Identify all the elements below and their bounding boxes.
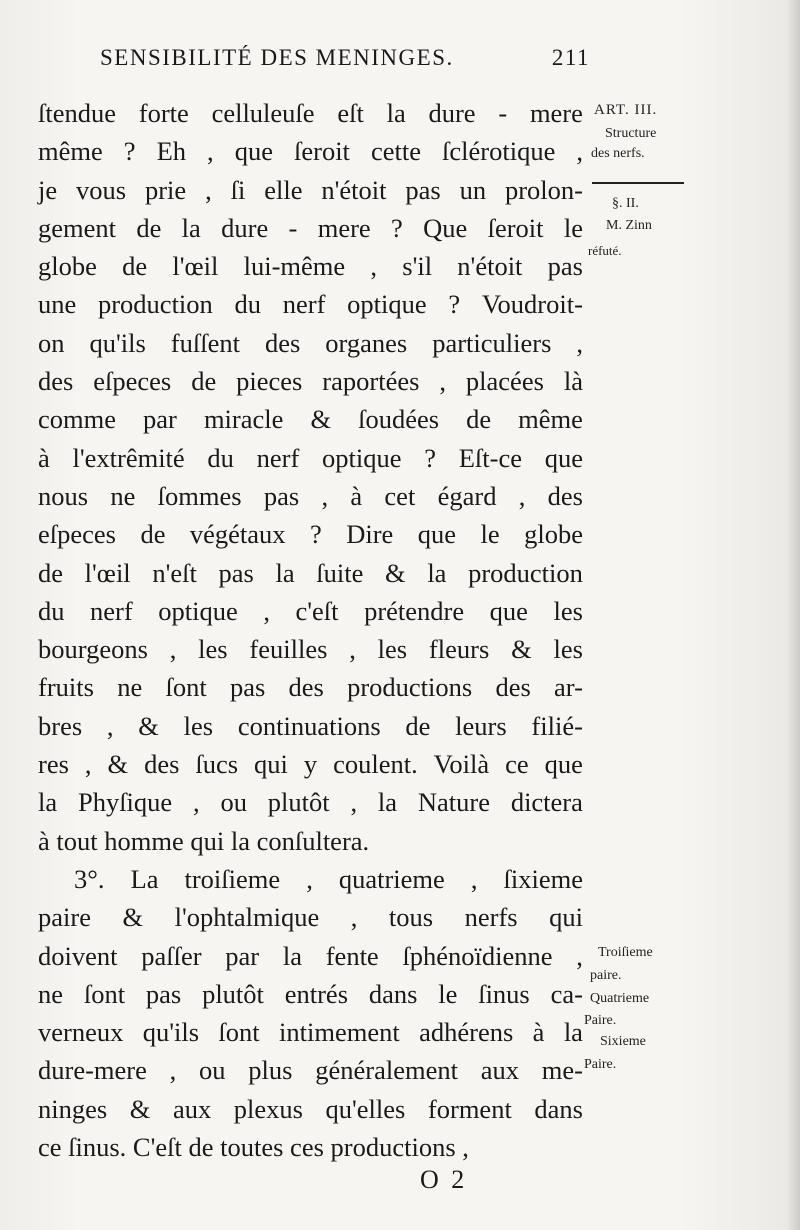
word: la <box>282 940 302 971</box>
word: ſommes <box>157 480 242 511</box>
word: aux <box>172 1093 212 1124</box>
text-line <box>38 515 583 553</box>
word: des <box>547 480 583 511</box>
body-text <box>38 94 583 1166</box>
word: production <box>97 289 213 320</box>
word: pieces <box>236 366 303 397</box>
word: ſtendue <box>38 98 116 128</box>
margin-note-zinn: M. Zinn <box>606 218 652 233</box>
word: généralement <box>315 1055 458 1086</box>
word: le <box>563 212 583 243</box>
text-line <box>38 554 583 592</box>
word: , <box>106 710 114 741</box>
word: & <box>511 634 532 665</box>
word: , <box>350 902 358 933</box>
margin-note-paire-2: Paire. <box>584 1013 617 1028</box>
text-line <box>38 975 583 1013</box>
word: Voudroit- <box>481 289 583 320</box>
word: même <box>518 404 583 435</box>
word: eſt <box>337 98 364 128</box>
word: ? <box>424 442 436 473</box>
word: 3°. <box>74 863 105 894</box>
word: miracle <box>203 404 284 435</box>
text-line <box>38 783 583 821</box>
word: paire <box>38 902 91 933</box>
word: fente <box>325 940 379 971</box>
word: ca- <box>550 978 583 1009</box>
word: dans <box>534 1093 583 1124</box>
word: ? <box>123 136 136 167</box>
word: un <box>459 174 487 205</box>
word: des <box>495 672 531 703</box>
word: plutôt <box>267 787 330 818</box>
word: qui <box>549 902 583 933</box>
word: y <box>303 749 318 780</box>
word: ſont <box>165 672 207 703</box>
word: dure <box>221 212 269 243</box>
word: que <box>234 136 273 167</box>
word: & <box>138 710 159 741</box>
word: de <box>191 366 217 397</box>
word: n'étoit <box>321 174 387 205</box>
word: cette <box>370 136 421 167</box>
word: celluleuſe <box>211 98 315 128</box>
word: organes <box>325 327 408 358</box>
word: troiſieme <box>184 863 281 894</box>
word: cet <box>384 480 416 511</box>
word: , <box>306 863 313 894</box>
word: optique <box>322 442 402 473</box>
word: fuſſent <box>170 327 240 358</box>
word: ou <box>220 787 247 818</box>
margin-note-quatrieme: Quatrieme <box>590 991 650 1006</box>
word: globe <box>38 251 97 282</box>
word: tous <box>388 902 434 933</box>
word: les <box>198 634 228 665</box>
word: & <box>129 1093 151 1124</box>
word: quatrieme <box>338 863 445 894</box>
margin-note-paire-1: paire. <box>590 968 622 983</box>
word: mere <box>529 98 583 128</box>
text-line <box>38 1090 583 1128</box>
word: , <box>193 787 200 818</box>
margin-note-article: ART. III. <box>594 102 658 118</box>
margin-rule <box>592 182 684 184</box>
word: de <box>38 557 64 588</box>
word: - <box>288 212 298 243</box>
word: paſſer <box>141 940 202 971</box>
word: , <box>370 251 378 282</box>
word: par <box>143 404 177 435</box>
word: pas <box>218 557 254 588</box>
word: eſpeces <box>93 366 172 397</box>
word: ſixieme <box>503 863 583 894</box>
word: l'extrêmité <box>72 442 185 473</box>
text-line <box>38 285 583 323</box>
word: bourgeons <box>38 634 148 665</box>
word: ne <box>117 672 143 703</box>
word: n'eſt <box>152 557 197 588</box>
word: optique <box>158 595 238 626</box>
word: leurs <box>455 710 507 741</box>
word: l'œil <box>84 557 131 588</box>
word: , <box>350 787 358 818</box>
word: elle <box>264 174 303 205</box>
margin-note-troisieme: Troiſieme <box>598 945 653 960</box>
word: à <box>38 442 50 473</box>
word: ſphénoïdienne <box>402 940 553 971</box>
word: par <box>225 940 260 971</box>
word: prétendre <box>364 595 465 626</box>
word: la <box>427 557 447 588</box>
word: aux <box>480 1055 520 1086</box>
text-line <box>38 362 583 400</box>
word: ſinus <box>478 978 530 1009</box>
text-line <box>38 898 583 936</box>
word: globe <box>524 519 583 550</box>
word: que <box>489 595 528 626</box>
word: & <box>107 749 129 780</box>
text-line <box>38 822 583 860</box>
word: pas <box>229 672 266 703</box>
word: - <box>498 98 508 128</box>
margin-note-sixieme: Sixieme <box>600 1034 646 1049</box>
word: de <box>140 519 166 550</box>
word: placées <box>465 366 544 397</box>
word: qu'ils <box>142 1017 200 1048</box>
word: Eh <box>156 136 187 167</box>
word: mere <box>317 212 371 243</box>
margin-note-refute: réfuté. <box>588 243 622 258</box>
word: de <box>466 404 492 435</box>
margin-note-structure-2: des nerfs. <box>591 146 645 161</box>
text-line <box>38 1013 583 1051</box>
word: je <box>38 174 58 205</box>
word: ne <box>38 978 64 1009</box>
word: du <box>207 442 234 473</box>
word: la <box>563 1017 583 1048</box>
word: ne <box>110 480 136 511</box>
word: intimement <box>279 1017 400 1048</box>
word: qui <box>254 749 288 780</box>
word: des <box>288 672 324 703</box>
word: de <box>122 251 148 282</box>
text-line <box>38 668 583 706</box>
word: Nature <box>417 787 490 818</box>
word: les <box>377 634 408 665</box>
running-head-title: SENSIBILITÉ DES MENINGES. <box>100 45 454 70</box>
word: s'il <box>402 251 433 282</box>
word: doivent <box>38 940 118 971</box>
word: , <box>169 1055 177 1086</box>
text-line-content: à tout homme qui la conſultera. <box>38 825 370 856</box>
word: l'ophtalmique <box>174 902 320 933</box>
word: , <box>169 634 177 665</box>
word: res <box>38 749 69 780</box>
word: particuliers <box>432 327 552 358</box>
word: même <box>38 136 103 167</box>
word: la <box>386 98 406 128</box>
word: & <box>310 404 332 435</box>
word: ? <box>391 212 403 243</box>
word: de <box>136 212 162 243</box>
word: vous <box>76 174 127 205</box>
text-line <box>38 860 583 898</box>
word: forment <box>427 1093 512 1124</box>
text-line <box>38 400 583 438</box>
word: nerf <box>90 595 133 626</box>
word: adhérens <box>419 1017 514 1048</box>
word: feuilles <box>249 634 328 665</box>
word: dure <box>428 98 476 128</box>
word: comme <box>38 404 116 435</box>
text-line-content: ce ſinus. C'eſt de toutes ces productions , <box>38 1132 469 1163</box>
text-line <box>38 439 583 477</box>
word: production <box>468 557 583 588</box>
word: , <box>576 136 583 167</box>
word: la <box>38 787 58 818</box>
word: nerf <box>256 442 300 473</box>
word: Eſt-ce <box>458 442 522 473</box>
word: à <box>350 480 363 511</box>
word: de <box>405 710 431 741</box>
word: ar- <box>554 672 583 703</box>
word: ſont <box>83 978 126 1009</box>
word: , <box>576 327 583 358</box>
word: Phyſique <box>77 787 173 818</box>
word: bres <box>38 710 83 741</box>
word: optique <box>347 289 427 320</box>
word: pas <box>405 174 441 205</box>
word: Voilà <box>433 749 490 780</box>
text-line <box>38 937 583 975</box>
word: , <box>518 480 526 511</box>
text-line <box>38 171 583 209</box>
word: , <box>439 366 446 397</box>
word: me- <box>541 1055 583 1086</box>
text-line <box>38 745 583 783</box>
word: eſpeces <box>38 519 116 550</box>
word: continuations <box>237 710 381 741</box>
word: plus <box>248 1055 293 1086</box>
word: là <box>563 366 583 397</box>
word: fruits <box>38 672 94 703</box>
signature-mark: O 2 <box>420 1165 468 1194</box>
word: verneux <box>38 1017 124 1048</box>
word: l'œil <box>172 251 219 282</box>
word: forte <box>138 98 189 128</box>
word: nerfs <box>464 902 518 933</box>
word: ſont <box>218 1017 260 1048</box>
text-line <box>38 209 583 247</box>
word: les <box>183 710 214 741</box>
word: nous <box>38 480 89 511</box>
word: productions <box>347 672 473 703</box>
word: n'étoit <box>457 251 523 282</box>
word: pas <box>145 978 182 1009</box>
word: filié- <box>531 710 583 741</box>
word: entrés <box>284 978 349 1009</box>
word: dans <box>368 978 418 1009</box>
word: ſoudées <box>358 404 440 435</box>
word: dure-mere <box>38 1055 147 1086</box>
word: ſclérotique <box>442 136 556 167</box>
word: des <box>38 366 74 397</box>
word: végétaux <box>189 519 286 550</box>
word: que <box>417 519 457 550</box>
word: Que <box>423 212 468 243</box>
word: , <box>321 480 329 511</box>
word: qu'ils <box>89 327 146 358</box>
word: on <box>38 327 65 358</box>
margin-note-structure: Structure <box>605 126 657 141</box>
word: c'eſt <box>295 595 339 626</box>
word: La <box>130 863 159 894</box>
word: pas <box>263 480 300 511</box>
word: qu'elles <box>325 1093 406 1124</box>
text-line <box>38 94 583 132</box>
word: & <box>122 902 144 933</box>
word: gement <box>38 212 116 243</box>
word: la <box>377 787 398 818</box>
word: à <box>532 1017 545 1048</box>
word: du <box>234 289 262 320</box>
running-head <box>100 45 590 75</box>
word: que <box>544 749 583 780</box>
page-gutter-shadow <box>786 0 800 1230</box>
word: plexus <box>233 1093 303 1124</box>
margin-note-section: §. II. <box>612 196 639 211</box>
word: la <box>275 557 295 588</box>
word: ou <box>199 1055 226 1086</box>
text-line <box>38 1128 583 1166</box>
word: , <box>349 634 356 665</box>
word: une <box>38 289 77 320</box>
word: la <box>181 212 201 243</box>
word: , <box>205 174 212 205</box>
text-line <box>38 1051 583 1089</box>
word: , <box>576 940 583 971</box>
text-line <box>38 630 583 668</box>
word: ? <box>448 289 461 320</box>
text-line <box>38 324 583 362</box>
word: , <box>84 749 92 780</box>
word: & <box>385 557 406 588</box>
page-number: 211 <box>551 45 590 70</box>
word: les <box>553 634 583 665</box>
word: le <box>438 978 458 1009</box>
text-line <box>38 707 583 745</box>
word: égard <box>437 480 497 511</box>
word: Dire <box>346 519 394 550</box>
word: ſeroit <box>294 136 350 167</box>
word: ce <box>505 749 529 780</box>
word: que <box>544 442 583 473</box>
word: les <box>553 595 583 626</box>
word: nerf <box>282 289 326 320</box>
word: des <box>144 749 180 780</box>
word: coulent. <box>333 749 418 780</box>
word: , <box>207 136 214 167</box>
word: ſuite <box>316 557 364 588</box>
word: dictera <box>510 787 583 818</box>
word: ſucs <box>195 749 239 780</box>
word: raportées <box>322 366 420 397</box>
word: prie <box>144 174 187 205</box>
text-line <box>38 592 583 630</box>
word: prolon- <box>504 174 583 205</box>
word: , <box>263 595 270 626</box>
word: lui-même <box>243 251 346 282</box>
text-line <box>38 477 583 515</box>
word: plutôt <box>202 978 264 1009</box>
word: , <box>470 863 478 894</box>
word: ſeroit <box>487 212 544 243</box>
word: ninges <box>38 1093 108 1124</box>
margin-note-paire-3: Paire. <box>584 1057 617 1072</box>
word: fleurs <box>428 634 490 665</box>
text-line <box>38 132 583 170</box>
word: ſi <box>230 174 246 205</box>
word: du <box>38 595 65 626</box>
text-line <box>38 247 583 285</box>
word: des <box>264 327 301 358</box>
word: le <box>480 519 500 550</box>
word: pas <box>547 251 583 282</box>
word: ? <box>310 519 322 550</box>
